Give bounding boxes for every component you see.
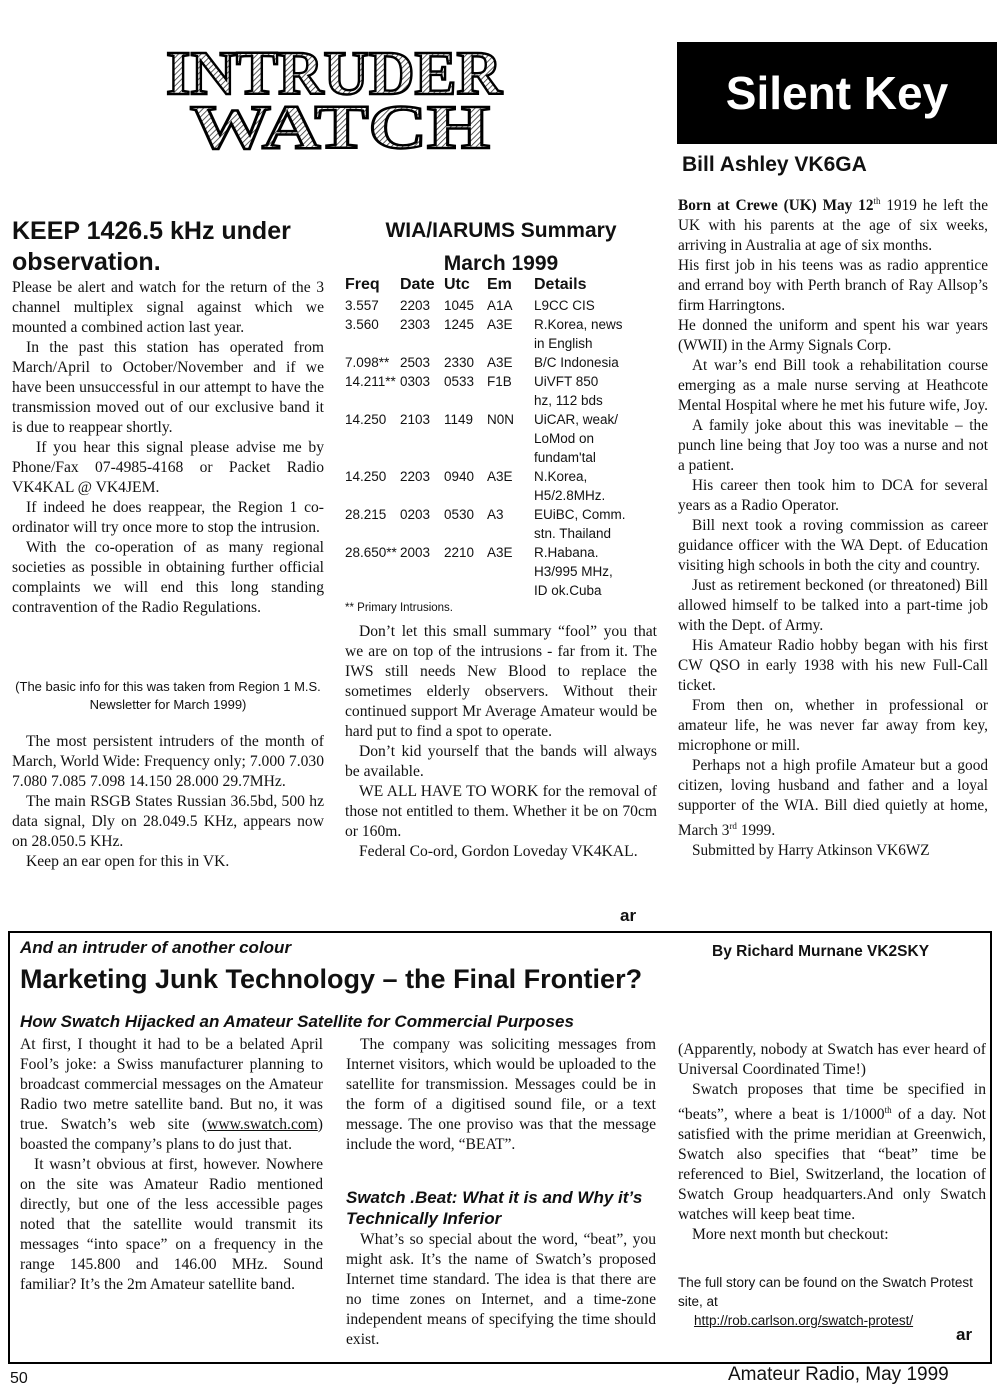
cell-utc: 0533 (444, 374, 475, 389)
cell-em: A3E (487, 317, 513, 332)
detail-line: in English (534, 336, 593, 351)
end-mark: ar (956, 1325, 973, 1344)
obituary-para: His first job in his teens was as radio apprentice and errand boy with Perth branch of Ray Allsop’s firm Harringtons. (678, 257, 988, 315)
article-kicker: And an intruder of another colour (20, 938, 292, 957)
detail-line: EUiBC, Comm. (534, 507, 626, 522)
cell-utc: 0940 (444, 469, 475, 484)
cell-details (534, 353, 644, 372)
article-text: of a day. Not satisfied with the prime meridian at Greenwich, Swatch also specifies that “beat” time be referenced to Biel, Switzerland, the location of Swatch Group headquarters.And only Swatch watches will keep beat time. (678, 1106, 986, 1224)
cell-utc: 1245 (444, 317, 475, 332)
born-sup: th (873, 196, 881, 206)
magazine-issue: Amateur Radio, May 1999 (728, 1364, 949, 1385)
obituary-para: A family joke about this was inevitable – the punch line being that Joy too was a nurse and not a patient. (678, 417, 988, 475)
article-para: (Apparently, nobody at Swatch has ever heard of Universal Coordinated Time!) (678, 1041, 986, 1078)
cell-em: A3E (487, 469, 513, 484)
iarums-para: WE ALL HAVE TO WORK for the removal of those not entitled to them. Whether it be on 70cm or 160m. (345, 783, 657, 840)
iarums-para: Don’t kid yourself that the bands will always be available. (345, 743, 657, 780)
obituary-final (678, 756, 988, 841)
cell-date: 2003 (400, 545, 431, 560)
obituary-para: From then on, whether in professional or amateur life, he was never far away from key, microphone or mill. (678, 697, 988, 755)
cell-details (534, 505, 644, 543)
keep-para: If you hear this signal please advise me by Phone/Fax 07-4985-4168 or Packet Radio VK4KAL @ VK4JEM. (12, 439, 324, 496)
cell-details (534, 467, 644, 505)
silent-key-title: Silent Key (725, 67, 949, 119)
cell-date: 2303 (400, 317, 431, 332)
cell-freq: 28.215 (345, 507, 387, 522)
table-body (345, 296, 657, 600)
detail-line: R.Habana. (534, 545, 599, 560)
died-sup: rd (729, 821, 737, 832)
col-date: Date (400, 276, 435, 293)
detail-line: H5/2.8MHz. (534, 488, 606, 503)
keep-body-b (12, 732, 324, 872)
obituary-para: Perhaps not a high profile Amateur but a good citizen, loving husband and father and a loyal supporter of the WIA. Bill died quietly at home, March 3 (678, 757, 988, 840)
article-para: What’s so special about the word, “beat”, you might ask. It’s the name of Swatch’s proposed Internet time standard. The idea is that there are no time zones on Internet, and a time-zone independent means of specifying the time should exist. (346, 1231, 656, 1348)
detail-line: H3/995 MHz, (534, 564, 613, 579)
cell-em: A3E (487, 545, 513, 560)
keep-para: The main RSGB States Russian 36.5bd, 500 hz data signal, Dly on 28.049.5 KHz, appears now on 28.050.5 KHz. (12, 793, 324, 850)
article-headline: Marketing Junk Technology – the Final Frontier? (20, 964, 643, 994)
cell-freq: 14.250 (345, 469, 387, 484)
protest-url-link[interactable]: http://rob.carlson.org/swatch-protest/ (694, 1313, 914, 1328)
cell-utc: 1149 (444, 412, 474, 427)
obituary-para: He donned the uniform and spent his war years (WWII) in the Army Signals Corp. (678, 317, 988, 355)
article-col2b (346, 1230, 656, 1350)
table-footnote: ** Primary Intrusions. (345, 602, 454, 614)
obituary-intro (678, 191, 988, 256)
logo-line1: INTRUDER (166, 40, 504, 108)
born-lead: Born at Crewe (UK) May 12 (678, 197, 874, 215)
cell-details (534, 296, 644, 315)
table-row (345, 505, 657, 543)
table-row (345, 467, 657, 505)
obituary-para: At war’s end Bill took a rehabilitation course emerging as a male nurse serving at Heathcote Mental Hospital where he met his future wife, Joy. (678, 357, 988, 415)
detail-line: B/C Indonesia (534, 355, 619, 370)
obituary-name: Bill Ashley VK6GA (682, 153, 867, 176)
iarums-table (345, 276, 657, 600)
keep-source-note: (The basic info for this was taken from Region 1 M.S. Newsletter for March 1999) (15, 679, 321, 712)
beat-sup: th (884, 1105, 892, 1115)
cell-em: A3E (487, 355, 513, 370)
obituary-para: Just as retirement beckoned (or threatoned) Bill allowed himself to be talked into a part-time job with the Dept. of Army. (678, 577, 988, 635)
col-em: Em (487, 276, 512, 293)
article-col3 (678, 1040, 986, 1245)
table-row (345, 353, 657, 372)
article-para (20, 1035, 323, 1155)
detail-line: R.Korea, news (534, 317, 623, 332)
detail-line: stn. Thailand (534, 526, 612, 541)
swatch-site-link[interactable]: www.swatch.com (207, 1116, 318, 1133)
keep-para: If indeed he does reappear, the Region 1 co-ordinator will try once more to stop the intrusion. (12, 499, 324, 536)
cell-utc: 2210 (444, 545, 475, 560)
article-para (678, 1080, 986, 1225)
iarums-para: Don’t let this small summary “fool” you that we are on top of the intrusions - far from it. The IWS still needs New Blood to replace the sometimes elderly observers. Without their continued support Mr Average Amateur would be hard put to find a spot to operate. (345, 623, 657, 740)
article-text: At first, I thought it had to be a belated April Fool’s joke: a Swiss manufacturer planning to broadcast commercial messages on the Amateur Radio two metre satellite band. But no, it was true. Swatch’s web site ( (20, 1036, 323, 1133)
cell-details (534, 543, 644, 600)
article-section-head: Swatch .Beat: What it is and Why it’s Technically Inferior (346, 1188, 643, 1228)
cell-freq: 7.098** (345, 355, 390, 370)
table-row (345, 410, 657, 467)
cell-freq: 14.250 (345, 412, 387, 427)
detail-line: hz, 112 bds (534, 393, 603, 408)
cell-em: A1A (487, 298, 513, 313)
article-byline: By Richard Murnane VK2SKY (712, 943, 930, 960)
cell-date: 2503 (400, 355, 431, 370)
table-row (345, 372, 657, 410)
table-row (345, 296, 657, 315)
table-header (345, 276, 657, 296)
detail-line: UiVFT 850 (534, 374, 599, 389)
end-mark: ar (620, 906, 637, 925)
cell-date: 0303 (400, 374, 431, 389)
obituary-submitted: Submitted by Harry Atkinson VK6WZ (692, 842, 930, 860)
detail-line: N.Korea, (534, 469, 588, 484)
detail-line: fundam'tal (534, 450, 596, 465)
died-end: 1999. (736, 822, 776, 840)
logo-line2: WATCH (190, 94, 490, 152)
cell-freq: 3.560 (345, 317, 379, 332)
cell-details (534, 410, 644, 467)
keep-para: Keep an ear open for this in VK. (26, 853, 230, 870)
cell-date: 2103 (400, 412, 431, 427)
article-text: ) boasted the company’s plans to do just that. (20, 1116, 323, 1153)
iarums-body (345, 622, 657, 862)
obituary-body (678, 191, 988, 861)
col-utc: Utc (444, 276, 470, 293)
keep-body-a (12, 278, 324, 618)
iarums-para: Federal Co-ord, Gordon Loveday VK4KAL. (359, 843, 638, 860)
col-details: Details (534, 276, 587, 293)
detail-line: LoMod on (534, 431, 595, 446)
born-rest: 1919 he left the UK with his parents at the age of six weeks, arriving in Australia at age of six months. (678, 197, 988, 255)
iarums-title-line1: WIA/IARUMS Summary (385, 219, 617, 242)
keep-para: With the co-operation of as many regional societies as possible in obtaining further official complaints we will end this long standing contravention of the Radio Regulations. (12, 539, 324, 616)
cell-utc: 0530 (444, 507, 475, 522)
obituary-para: His Amateur Radio hobby began with his first CW QSO in early 1938 with his new Full-Call ticket. (678, 637, 988, 695)
table-row (345, 543, 657, 600)
keep-para: The most persistent intruders of the month of March, World Wide: Frequency only; 7.000 7.030 7.080 7.085 7.098 14.150 28.000 29.7MHz. (12, 733, 324, 790)
cell-em: N0N (487, 412, 515, 427)
iarums-title-line2: March 1999 (443, 252, 559, 275)
cell-date: 2203 (400, 469, 431, 484)
cell-freq: 3.557 (345, 298, 379, 313)
cell-date: 2203 (400, 298, 431, 313)
detail-line: UiCAR, weak/ (534, 412, 619, 427)
detail-line: ID ok.Cuba (534, 583, 602, 598)
obituary-para: His career then took him to DCA for several years as a Radio Operator. (678, 477, 988, 515)
article-col1 (20, 1035, 323, 1295)
protest-note (678, 1273, 978, 1330)
article-para: The company was soliciting messages from Internet visitors, which would be uploaded to the satellite for transmission. Messages could be in the form of a digitised sound file, or a text message. The one proviso was that the message include the word, “BEAT”. (346, 1036, 656, 1153)
cell-date: 0203 (400, 507, 431, 522)
article-text: Swatch proposes that time be specified in “beats”, where a beat is 1/1000 (678, 1081, 986, 1124)
keep-headline: KEEP 1426.5 kHz under observation. (12, 217, 291, 276)
col-freq: Freq (345, 276, 380, 293)
article-col2 (346, 1035, 656, 1155)
cell-em: A3 (487, 507, 504, 522)
protest-note-text: The full story can be found on the Swatch Protest site, at (678, 1275, 973, 1309)
cell-details (534, 315, 644, 353)
article-para: More next month but checkout: (692, 1226, 889, 1244)
page-number: 50 (10, 1370, 28, 1387)
cell-utc: 2330 (444, 355, 475, 370)
cell-freq: 14.211** (345, 374, 396, 389)
table-row (345, 315, 657, 353)
iarums-title (345, 214, 657, 280)
obituary-para: Bill next took a roving commission as career guidance officer with the WA Dept. of Education visiting high schools in both the city and country. (678, 517, 988, 575)
keep-para: In the past this station has operated from March/April to October/November and if we have been unsuccessful in our attempt to have the transmission moved out of our exclusive band it is due to reappear shortly. (12, 339, 324, 436)
article-subhead: How Swatch Hijacked an Amateur Satellite for Commercial Purposes (20, 1012, 574, 1031)
detail-line: L9CC CIS (534, 298, 595, 313)
cell-details (534, 372, 644, 410)
cell-freq: 28.650** (345, 545, 397, 560)
keep-para: Please be alert and watch for the return of the 3 channel multiplex signal against which we mounted a combined action last year. (12, 279, 324, 336)
article-para: It wasn’t obvious at first, however. Nowhere on the site was Amateur Radio mentioned directly, but one of the less accessible pages noted that the satellite would transmit its messages “into space” on a frequency in the range 145.800 and 146.00 MHz. Sound familiar? It’s the 2m Amateur satellite band. (20, 1156, 323, 1293)
cell-em: F1B (487, 374, 512, 389)
intruder-watch-logo (158, 40, 510, 152)
cell-utc: 1045 (444, 298, 475, 313)
silent-key-banner (677, 42, 997, 144)
